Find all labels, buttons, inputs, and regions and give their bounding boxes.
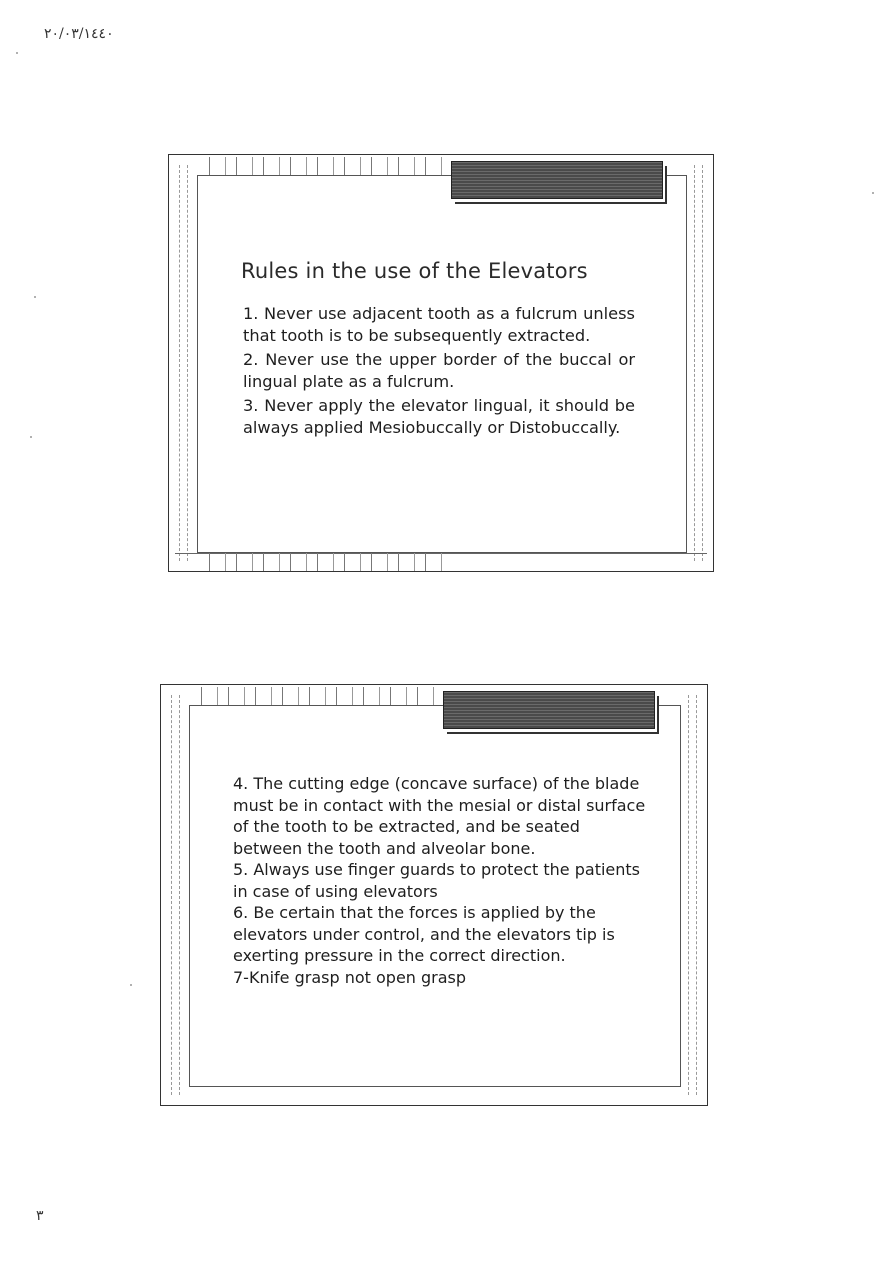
frame-rail <box>179 165 180 561</box>
frame-rail <box>694 165 695 561</box>
frame-rail <box>688 695 689 1095</box>
frame-ticks-bottom <box>199 553 449 571</box>
scan-speck <box>872 192 874 194</box>
rule-item: 3. Never apply the elevator lingual, it should be always applied Mesiobuccally or Distobuccally. <box>243 396 635 437</box>
slide-2 <box>160 684 708 1106</box>
rules-list <box>243 303 635 441</box>
frame-rail <box>702 165 703 561</box>
frame-ticks-top <box>199 157 449 175</box>
frame-ticks-top <box>191 687 441 705</box>
slide-header-bar <box>451 161 663 199</box>
scan-speck <box>130 984 132 986</box>
frame-rail <box>696 695 697 1095</box>
rule-item: 4. The cutting edge (concave surface) of the blade must be in contact with the mesial or distal surface of the tooth to be extracted, and be seated between the tooth and alveolar bone. <box>233 774 646 858</box>
rules-list <box>233 773 653 988</box>
rule-item: 5. Always use finger guards to protect the patients in case of using elevators <box>233 860 640 901</box>
scan-speck <box>30 436 32 438</box>
scan-speck <box>16 52 18 54</box>
scan-speck <box>34 296 36 298</box>
rule-item: 2. Never use the upper border of the buccal or lingual plate as a fulcrum. <box>243 350 635 391</box>
page-number: ٣ <box>36 1208 44 1224</box>
slide-1 <box>168 154 714 572</box>
frame-rail <box>171 695 172 1095</box>
rule-item: 6. Be certain that the forces is applied by the elevators under control, and the elevators tip is exerting pressure in the correct direction. <box>233 903 615 965</box>
frame-rail <box>187 165 188 561</box>
date-mark: ٢٠/٠٣/١٤٤٠ <box>44 26 114 42</box>
slide-title: Rules in the use of the Elevators <box>241 259 588 283</box>
frame-rail <box>179 695 180 1095</box>
rule-item: 1. Never use adjacent tooth as a fulcrum unless that tooth is to be subsequently extracted. <box>243 304 635 345</box>
slide-header-bar <box>443 691 655 729</box>
rule-item: 7-Knife grasp not open grasp <box>233 967 467 987</box>
